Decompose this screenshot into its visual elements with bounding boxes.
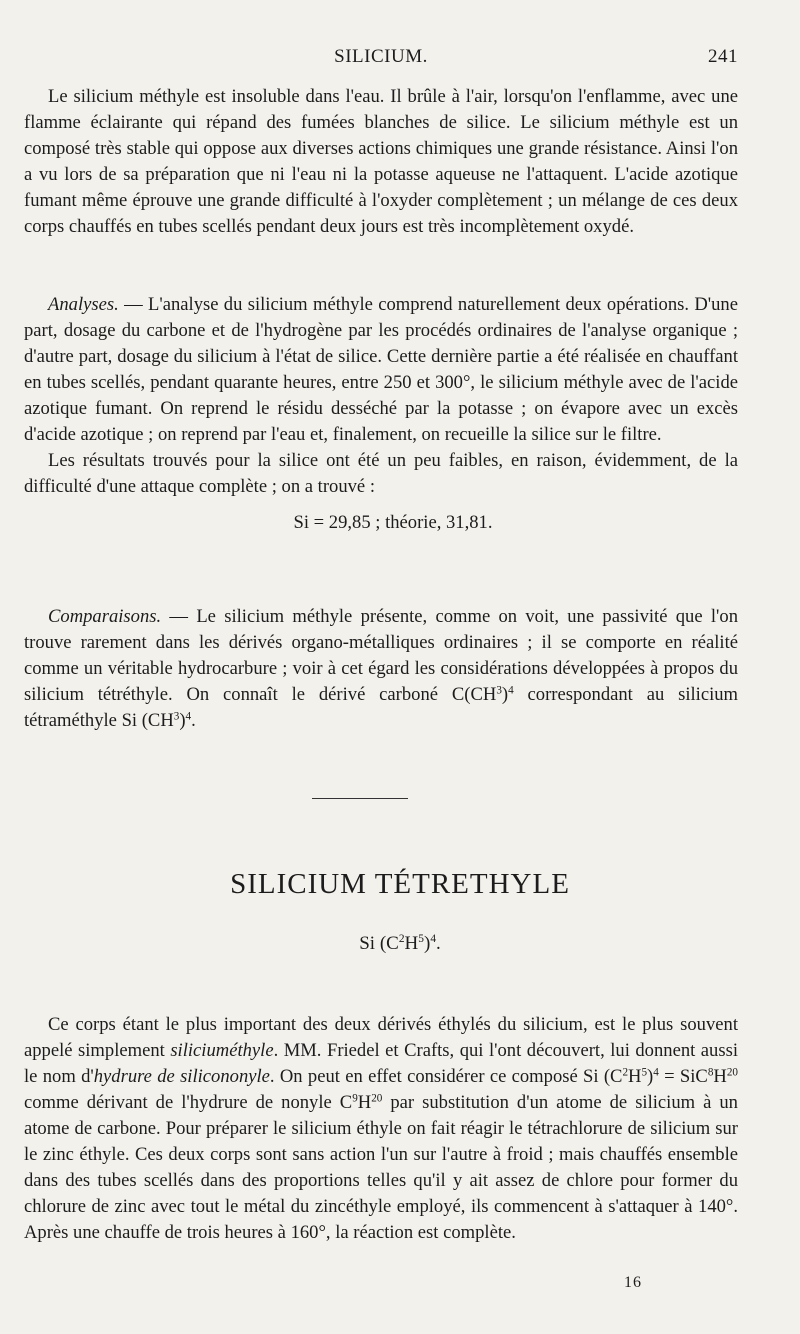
section-title: SILICIUM TÉTRETHYLE: [230, 868, 570, 900]
comparaisons-heading: Comparaisons.: [48, 606, 162, 627]
analyses-heading: Analyses.: [48, 294, 119, 315]
paragraph-comparaisons: Comparaisons. — Le silicium méthyle présente, comme on voit, une passivité que l'on trouve rarement dans les dérivés organo-métalliques ordinaires ; il se comporte en réalité comme un véritable hydrocarbure ; voir à cet égard les considérations développées à propos du silicium tétréthyle. On connaît le dérivé carboné $C(CH^3)^4$ correspondant au silicium tétraméthyle Si $(CH^3)^4$.: [24, 606, 738, 731]
comparaisons-text-2: correspondant au silicium tétraméthyle Si (CH: [24, 684, 738, 731]
comparaisons-text: — Le silicium méthyle présente, comme on voit, une passivité que l'on trouve rarement dans les dérivés organo-métalliques ordinaires ; il se comporte en réalité comme un véritable hydrocarbure ; voir à cet égard les considérations développées à propos du silicium tétréthyle. On connaît le dérivé carboné: [24, 606, 738, 705]
section-formula: Si $(C^2H^5)^4$.: [359, 933, 441, 954]
term-hydrure: hydrure de silicononyle: [93, 1066, 270, 1087]
paragraph-block-3: [24, 604, 738, 734]
signature-mark: 16: [624, 1274, 642, 1291]
paragraph-block-1: [24, 84, 738, 240]
paragraph-tetrethyle: Ce corps étant le plus important des deux dérivés éthylés du silicium, est le plus souvent appelé simplement siliciuméthyle. MM. Friedel et Crafts, qui l'ont découvert, lui donnent aussi le nom d'hydrure de silicononyle. On peut en effet considérer ce composé Si $(C^2H^5)^4 = SiC^8H^{20}$ comme dérivant de l'hydrure de nonyle $C^9H^{20}$ par substitution d'un atome de silicium à un atome de carbone. Pour préparer le silicium éthyle on fait réagir le tétrachlorure de silicium sur le zinc éthyle. Ces deux corps sont sans action l'un sur l'autre à froid ; mais chauffés ensemble dans des tubes scellés dans des proportions telles qu'il y ait assez de chlore pour former du chlorure de zinc avec tout le métal du zincéthyle employé, ils commencent à s'attaquer à 140°. Après une chauffe de trois heures à 160°, la réaction est complète.: [24, 1014, 738, 1243]
page-header: [24, 46, 738, 72]
page-number: 241: [708, 46, 738, 67]
paragraph-block-4: [24, 1012, 738, 1246]
paragraph-analyses: [24, 292, 738, 448]
silica-formula: Si = 29,85 ; théorie, 31,81.: [293, 512, 493, 533]
section-divider: [312, 798, 408, 799]
running-title: SILICIUM.: [334, 46, 428, 67]
paragraph-results: Les résultats trouvés pour la silice ont été un peu faibles, en raison, évidemment, de la difficulté d'une attaque complète ; on a trouvé :: [24, 450, 738, 497]
formula-carbon: $C(CH^3)^4$: [451, 684, 514, 705]
analyses-text: — L'analyse du silicium méthyle comprend naturellement deux opérations. D'une part, dosage du carbone et de l'hydrogène par les procédés ordinaires de l'analyse organique ; d'autre part, dosage du silicium à l'état de silice. Cette dernière partie a été réalisée en chauffant en tubes scellés, pendant quarante heures, entre 250 et 300°, le silicium méthyle avec de l'acide azotique fumant. On reprend le résidu desséché par la potasse ; on évapore avec un excès d'acide azotique ; on reprend par l'eau et, finalement, on recueille la silice sur le filtre.: [24, 294, 738, 445]
term-siliciumethyle: siliciuméthyle: [170, 1040, 274, 1061]
paragraph-block-2: [24, 292, 738, 536]
paragraph-insolubility: Le silicium méthyle est insoluble dans l'eau. Il brûle à l'air, lorsqu'on l'enflamme, avec une flamme éclairante qui répand des fumées blanches de silice. Le silicium méthyle est un composé très stable qui oppose aux diverses actions chimiques une grande résistance. Ainsi l'on a vu lors de sa préparation que ni l'eau ni la potasse aqueuse ne l'attaquent. L'acide azotique fumant même éprouve une grande difficulté à l'oxyder complètement ; un mélange de ces deux corps chauffés en tubes scellés pendant deux jours est très incomplètement oxydé.: [24, 86, 738, 237]
